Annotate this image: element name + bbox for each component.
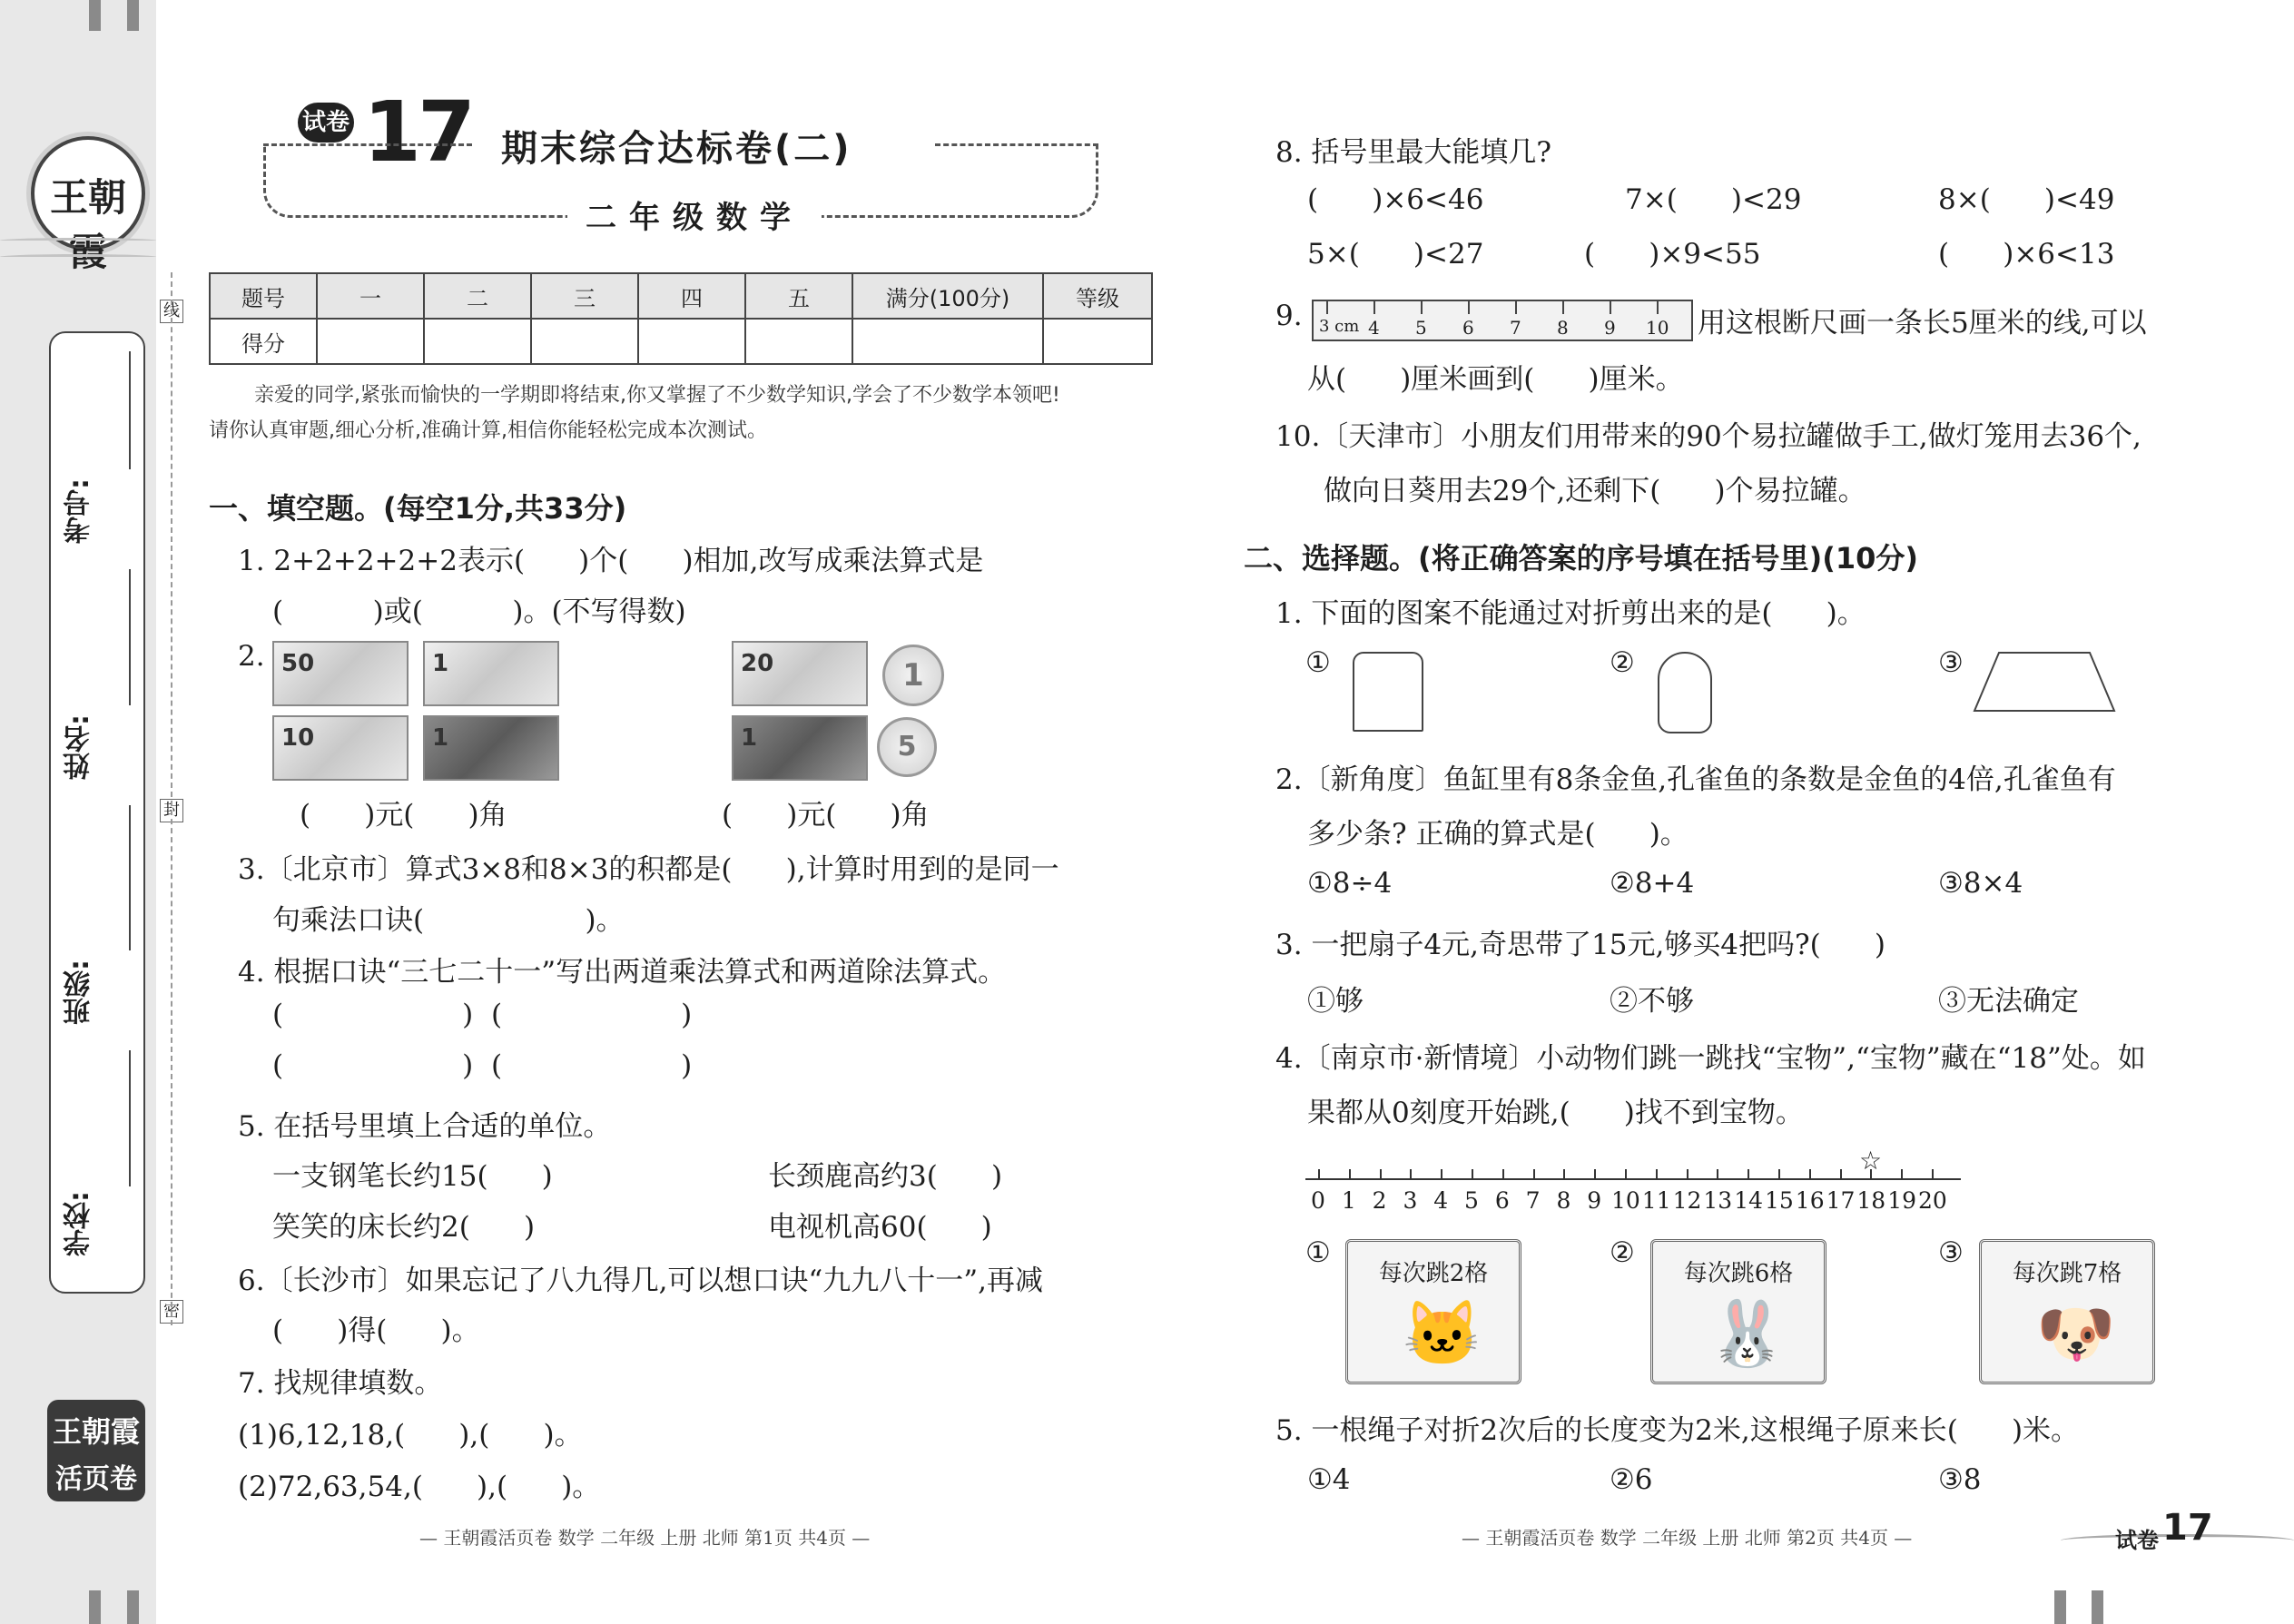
- exam-number-label: 考号:: [64, 478, 95, 544]
- coin-image: 1: [882, 645, 944, 706]
- option[interactable]: ②6: [1610, 1463, 1653, 1496]
- title-frame-top-right: [935, 143, 1098, 146]
- score-cell: 等级: [1043, 273, 1152, 319]
- question-line: 10.〔天津市〕小朋友们用带来的90个易拉罐做手工,做灯笼用去36个,: [1275, 420, 2141, 453]
- number-line-label: 3: [1403, 1187, 1418, 1214]
- page-footer: — 王朝霞活页卷 数学 二年级 上册 北师 第2页 共4页 —: [1462, 1527, 1913, 1549]
- student-info-box: [49, 331, 145, 1294]
- paper-number: 17: [363, 84, 473, 181]
- page-title: 期末综合达标卷(二): [501, 128, 852, 170]
- option[interactable]: ③无法确定: [1938, 985, 2079, 1018]
- ruler-tick: [1468, 301, 1470, 314]
- number-line-tick: [1349, 1169, 1351, 1180]
- number-line-tick: [1625, 1169, 1627, 1180]
- number-line-tick: [1563, 1169, 1565, 1180]
- card-caption: 每次跳2格: [1378, 1260, 1489, 1287]
- question-line: 4. 根据口诀“三七二十一”写出两道乘法算式和两道除法算式。: [238, 956, 1007, 989]
- question-line: 多少条? 正确的算式是( )。: [1307, 818, 1689, 851]
- score-input-cell[interactable]: [638, 319, 745, 364]
- question-number: 2.: [238, 640, 265, 673]
- option[interactable]: ①8÷4: [1307, 867, 1393, 900]
- option[interactable]: ②8+4: [1610, 867, 1695, 900]
- question-line: (2)72,63,54,( ),( )。: [238, 1471, 601, 1503]
- school-label: 学校:: [64, 1191, 95, 1256]
- name-label: 姓名:: [64, 714, 95, 780]
- number-line-tick: [1932, 1169, 1934, 1180]
- number-line-label: 10: [1611, 1187, 1640, 1214]
- number-line: [1305, 1178, 1961, 1180]
- cat-card: [1345, 1239, 1521, 1384]
- cut-line: [171, 272, 172, 1325]
- number-line-label: 9: [1587, 1187, 1602, 1214]
- section-title: 一、填空题。(每空1分,共33分): [209, 491, 627, 526]
- number-line-tick: [1748, 1169, 1749, 1180]
- question-line: 1. 2+2+2+2+2表示( )个( )相加,改写成乘法算式是: [238, 545, 984, 577]
- mitten-shape: [1658, 652, 1712, 733]
- score-cell: 一: [317, 273, 424, 319]
- option-marker[interactable]: ②: [1610, 1236, 1635, 1269]
- question-line: ( )×6<46: [1307, 183, 1484, 216]
- question-line: 4.〔南京市·新情境〕小动物们跳一跳找“宝物”,“宝物”藏在“18”处。如: [1275, 1042, 2146, 1075]
- number-line-tick: [1380, 1169, 1382, 1180]
- banknote-image: 50: [272, 641, 409, 706]
- option[interactable]: ①够: [1307, 985, 1364, 1018]
- question-line: 电视机高60( ): [768, 1211, 992, 1244]
- option[interactable]: ②不够: [1610, 985, 1694, 1018]
- answer-blank[interactable]: ( )元( )角: [300, 799, 507, 832]
- answer-blank[interactable]: ( )元( )角: [722, 799, 930, 832]
- number-line-label: 20: [1918, 1187, 1947, 1214]
- question-number: 9.: [1275, 300, 1303, 332]
- paper-number: 17: [2162, 1507, 2213, 1549]
- question-line: 7. 找规律填数。: [238, 1367, 443, 1400]
- number-line-tick: [1502, 1169, 1504, 1180]
- class-line[interactable]: [129, 805, 131, 950]
- number-line-tick: [1809, 1169, 1811, 1180]
- number-line-label: 15: [1765, 1187, 1794, 1214]
- question-line: 笑笑的床长约2( ): [272, 1211, 536, 1244]
- dog-icon: 🐶: [2036, 1296, 2116, 1371]
- cat-icon: 🐱: [1403, 1296, 1482, 1371]
- banknote-image: 1: [732, 715, 868, 781]
- binding-bar: [89, 1590, 101, 1624]
- number-line-label: 19: [1887, 1187, 1916, 1214]
- option-marker[interactable]: ①: [1305, 646, 1331, 679]
- badge-brand: 王朝霞: [52, 1414, 140, 1449]
- score-input-cell[interactable]: [852, 319, 1043, 364]
- binding-bar: [89, 0, 101, 31]
- option[interactable]: ①4: [1307, 1463, 1351, 1496]
- paper-tag: 试卷: [298, 103, 354, 143]
- number-line-label: 7: [1525, 1187, 1541, 1214]
- question-line: 2.〔新角度〕鱼缸里有8条金鱼,孔雀鱼的条数是金鱼的4倍,孔雀鱼有: [1275, 763, 2116, 796]
- score-input-cell[interactable]: [745, 319, 852, 364]
- score-cell: 三: [531, 273, 638, 319]
- card-caption: 每次跳6格: [1683, 1260, 1794, 1287]
- rabbit-icon: 🐰: [1708, 1296, 1787, 1371]
- number-line-tick: [1901, 1169, 1903, 1180]
- ruler-tick: [1515, 301, 1517, 314]
- banknote-image: 1: [423, 641, 559, 706]
- coin-image: 5: [877, 717, 937, 777]
- number-line-tick: [1533, 1169, 1535, 1180]
- school-line[interactable]: [129, 1050, 131, 1186]
- score-cell: 满分(100分): [852, 273, 1043, 319]
- decorative-wave: [0, 254, 156, 260]
- option-marker[interactable]: ③: [1938, 1236, 1964, 1269]
- number-line-label: 16: [1795, 1187, 1825, 1214]
- number-line-tick: [1472, 1169, 1473, 1180]
- number-line-label: 13: [1703, 1187, 1733, 1214]
- question-line: 句乘法口诀( )。: [272, 904, 625, 937]
- question-line: 5. 一根绳子对折2次后的长度变为2米,这根绳子原来长( )米。: [1275, 1414, 2080, 1447]
- answer-blank[interactable]: ( ) ( ): [272, 1049, 693, 1082]
- number-line-tick: [1594, 1169, 1596, 1180]
- score-cell: 得分: [210, 319, 317, 364]
- question-line: (1)6,12,18,( ),( )。: [238, 1419, 583, 1452]
- option[interactable]: ③8×4: [1938, 867, 2023, 900]
- option-marker[interactable]: ②: [1610, 646, 1635, 679]
- seal-word-secret: 密: [160, 1300, 183, 1324]
- score-input-cell[interactable]: [1043, 319, 1152, 364]
- series-badge: [47, 1400, 145, 1501]
- trapezoid-shape: [1972, 650, 2117, 714]
- score-cell: 题号: [210, 273, 317, 319]
- seal-word-line: 线: [160, 300, 183, 323]
- publisher-logo-text: 王朝霞: [49, 175, 126, 274]
- star-icon: ☆: [1859, 1146, 1883, 1176]
- number-line-label: 5: [1464, 1187, 1479, 1214]
- badge-series: 活页卷: [55, 1463, 137, 1495]
- question-line: 从( )厘米画到( )厘米。: [1307, 363, 1684, 396]
- ruler-tick: [1326, 301, 1328, 314]
- question-line: 5×( )<27: [1307, 238, 1484, 271]
- rabbit-card: [1650, 1239, 1826, 1384]
- question-line: ( )得( )。: [272, 1314, 480, 1347]
- score-input-cell[interactable]: [424, 319, 531, 364]
- name-line[interactable]: [129, 569, 131, 705]
- number-line-tick: [1656, 1169, 1658, 1180]
- score-cell: 四: [638, 273, 745, 319]
- score-input-cell[interactable]: [317, 319, 424, 364]
- title-frame-top-left: [263, 143, 472, 146]
- question-line: 8. 括号里最大能填几?: [1275, 136, 1552, 169]
- number-line-tick: [1778, 1169, 1780, 1180]
- number-line-label: 0: [1311, 1187, 1325, 1214]
- number-line-label: 1: [1341, 1187, 1356, 1214]
- score-table-score-row: [210, 319, 1152, 364]
- number-line-label: 4: [1433, 1187, 1449, 1214]
- intro-text: 亲爱的同学,紧张而愉快的一学期即将结束,你又掌握了不少数学知识,学会了不少数学本领吧!: [254, 384, 1060, 407]
- card-caption: 每次跳7格: [2012, 1260, 2122, 1287]
- seal-word-seal: 封: [160, 799, 183, 822]
- binding-bar: [127, 1590, 139, 1624]
- question-line: 5. 在括号里填上合适的单位。: [238, 1110, 612, 1143]
- question-line: 做向日葵用去29个,还剩下( )个易拉罐。: [1324, 475, 1866, 507]
- score-cell: 五: [745, 273, 852, 319]
- answer-blank[interactable]: ( ) ( ): [272, 999, 693, 1031]
- class-label: 班级:: [64, 960, 95, 1025]
- question-line: 6.〔长沙市〕如果忘记了八九得几,可以想口诀“九九八十一”,再减: [238, 1265, 1043, 1297]
- score-input-cell[interactable]: [531, 319, 638, 364]
- ruler-tick: [1421, 301, 1423, 314]
- score-table: [209, 272, 1153, 365]
- number-line-label: 2: [1372, 1187, 1387, 1214]
- number-line-label: 12: [1672, 1187, 1702, 1214]
- question-line: 果都从0刻度开始跳,( )找不到宝物。: [1307, 1097, 1804, 1129]
- score-table-header-row: [210, 273, 1152, 319]
- decorative-wave: [0, 238, 156, 243]
- question-line: 7×( )<29: [1625, 183, 1802, 216]
- number-line-tick: [1840, 1169, 1842, 1180]
- binding-bar: [2092, 1590, 2103, 1624]
- question-line: 长颈鹿高约3( ): [768, 1160, 1003, 1193]
- binding-bar: [127, 0, 139, 31]
- question-line: 一支钢笔长约15( ): [272, 1160, 553, 1193]
- banknote-image: 10: [272, 715, 409, 781]
- number-line-tick: [1318, 1169, 1320, 1180]
- broken-ruler-image: 3 cm 4 5 6 7 8 9 10: [1312, 300, 1693, 341]
- number-line-tick: [1441, 1169, 1442, 1180]
- binding-bar: [2054, 1590, 2066, 1624]
- banknote-image: 20: [732, 641, 868, 706]
- number-line-tick: [1687, 1169, 1689, 1180]
- section-title: 二、选择题。(将正确答案的序号填在括号里)(10分): [1244, 541, 1919, 576]
- intro-text: 请你认真审题,细心分析,准确计算,相信你能轻松完成本次测试。: [209, 419, 767, 442]
- question-line: 1. 下面的图案不能通过对折剪出来的是( )。: [1275, 597, 1866, 630]
- question-line: ( )或( )。(不写得数): [272, 595, 686, 628]
- option-marker[interactable]: ③: [1938, 646, 1964, 679]
- question-line: 用这根断尺画一条长5厘米的线,可以: [1698, 307, 2147, 340]
- ruler-tick: [1373, 301, 1375, 314]
- option[interactable]: ③8: [1938, 1463, 1982, 1496]
- number-line-label: 6: [1494, 1187, 1510, 1214]
- ruler-tick: [1657, 301, 1659, 314]
- number-line-label: 11: [1641, 1187, 1671, 1214]
- number-line-label: 18: [1856, 1187, 1886, 1214]
- ruler-tick: [1610, 301, 1611, 314]
- option-marker[interactable]: ①: [1305, 1236, 1331, 1269]
- number-line-label: 14: [1734, 1187, 1763, 1214]
- number-line-tick: [1717, 1169, 1718, 1180]
- number-line-label: 8: [1556, 1187, 1571, 1214]
- banknote-image: 1: [423, 715, 559, 781]
- number-line-label: 17: [1826, 1187, 1856, 1214]
- ruler-tick: [1562, 301, 1564, 314]
- number-line-tick: [1410, 1169, 1412, 1180]
- question-line: ( )×9<55: [1584, 238, 1761, 271]
- page-subtitle: 二年级数学: [567, 192, 822, 237]
- page-footer: — 王朝霞活页卷 数学 二年级 上册 北师 第1页 共4页 —: [419, 1527, 871, 1549]
- dog-card: [1979, 1239, 2155, 1384]
- question-line: 3. 一把扇子4元,奇思带了15元,够买4把吗?( ): [1275, 929, 1885, 961]
- exam-number-line[interactable]: [129, 351, 131, 469]
- question-line: 3.〔北京市〕算式3×8和8×3的积都是( ),计算时用到的是同一: [238, 853, 1059, 886]
- shirt-shape: [1353, 652, 1423, 732]
- question-line: ( )×6<13: [1938, 238, 2115, 271]
- score-cell: 二: [424, 273, 531, 319]
- question-line: 8×( )<49: [1938, 183, 2115, 216]
- paper-tag: 试卷: [2115, 1528, 2159, 1553]
